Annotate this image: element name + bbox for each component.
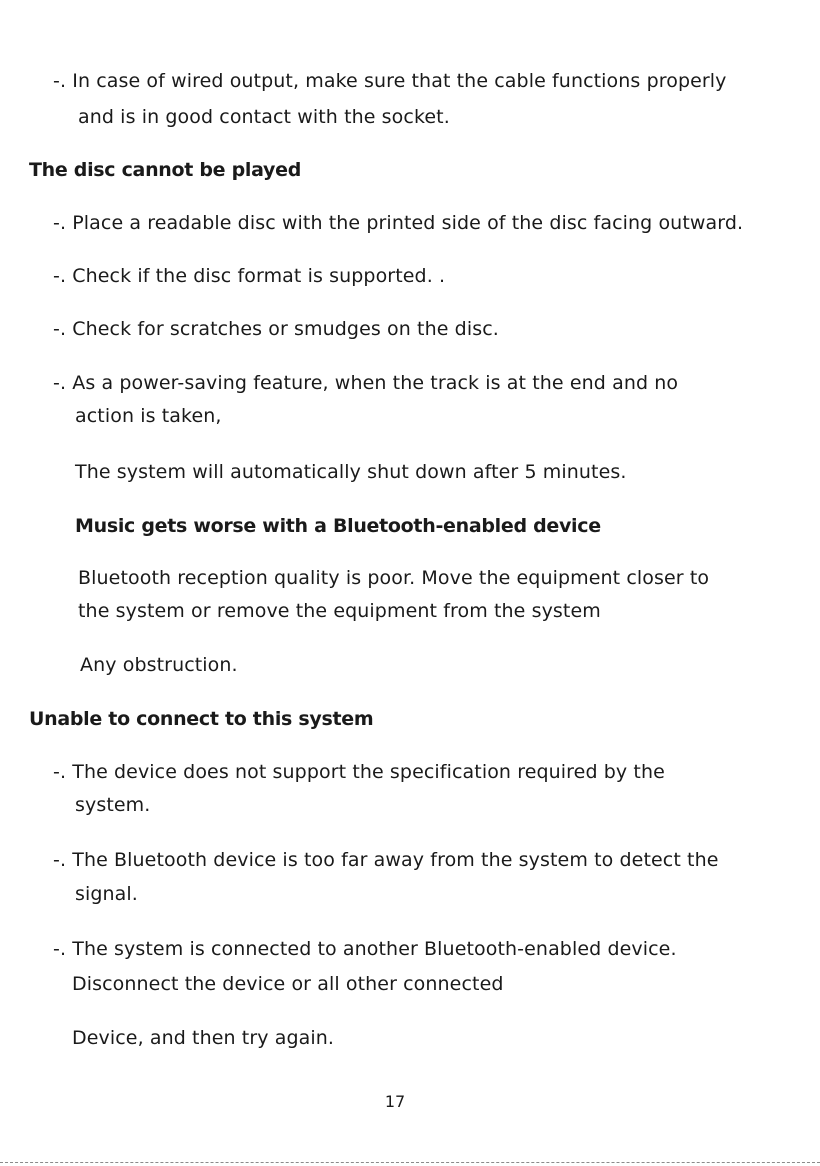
bluetooth-reception-line-2: the system or remove the equipment from the system <box>78 600 601 622</box>
tip-try-again: Device, and then try again. <box>72 1027 335 1049</box>
wired-output-line-2: and is in good contact with the socket. <box>78 106 450 128</box>
heading-music-gets-worse: Music gets worse with a Bluetooth-enabled device <box>75 515 601 537</box>
tip-power-saving-line-2: action is taken, <box>75 405 222 427</box>
tip-spec-not-supported-line-1: -. The device does not support the specification required by the <box>53 761 665 783</box>
wired-output-line-1: -. In case of wired output, make sure that the cable functions properly <box>53 70 727 92</box>
page-bottom-rule <box>0 1162 820 1163</box>
tip-power-saving-line-1: -. As a power-saving feature, when the track is at the end and no <box>53 372 679 394</box>
tip-check-disc-format: -. Check if the disc format is supported. . <box>53 265 446 287</box>
heading-disc-cannot-be-played: The disc cannot be played <box>29 159 301 181</box>
tip-place-readable-disc: -. Place a readable disc with the printed side of the disc facing outward. <box>53 212 744 234</box>
any-obstruction: Any obstruction. <box>80 654 238 676</box>
tip-check-scratches: -. Check for scratches or smudges on the disc. <box>53 318 499 340</box>
page-number: 17 <box>384 1092 406 1111</box>
bluetooth-reception-line-1: Bluetooth reception quality is poor. Move the equipment closer to <box>78 567 710 589</box>
tip-auto-shutdown: The system will automatically shut down after 5 minutes. <box>75 461 627 483</box>
tip-spec-not-supported-line-2: system. <box>75 794 151 816</box>
tip-too-far-line-1: -. The Bluetooth device is too far away from the system to detect the <box>53 849 719 871</box>
tip-other-device-line-2: Disconnect the device or all other connected <box>72 973 504 995</box>
tip-too-far-line-2: signal. <box>75 883 138 905</box>
tip-other-device-line-1: -. The system is connected to another Bluetooth-enabled device. <box>53 938 677 960</box>
heading-unable-to-connect: Unable to connect to this system <box>29 708 374 730</box>
